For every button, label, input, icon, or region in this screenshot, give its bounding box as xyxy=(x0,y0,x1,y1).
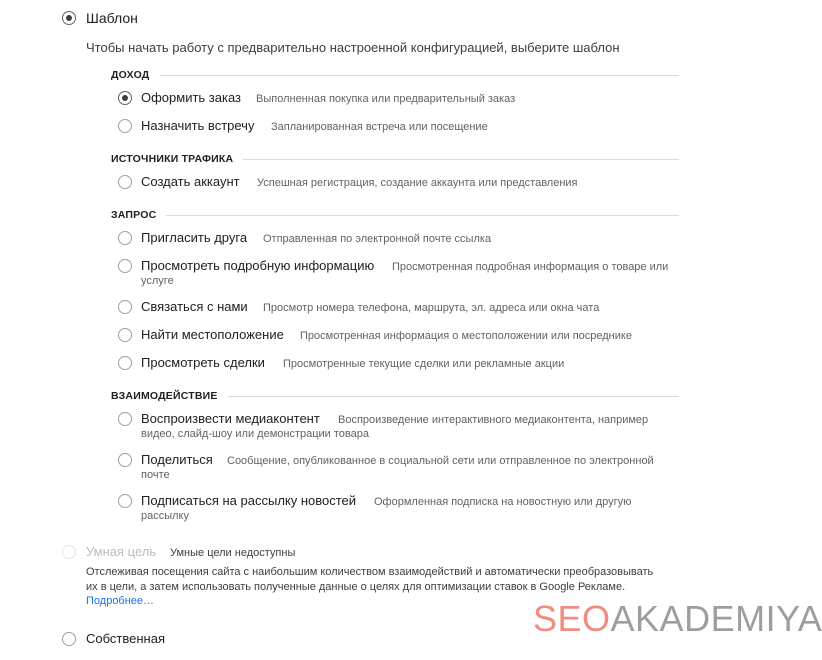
option-invite-friend-desc: Отправленная по электронной почте ссылка xyxy=(263,233,492,245)
option-subscribe-desc-2: рассылку xyxy=(141,510,189,522)
smart-goal-description-2: их в цели, а затем использовать полученные данные о целях для оптимизации ставок в Google Рекламе. xyxy=(86,581,626,593)
template-label[interactable]: Шаблон xyxy=(86,10,138,26)
section-engagement-title: ВЗАИМОДЕЙСТВИЕ xyxy=(111,390,218,402)
option-view-details-desc: Просмотренная подробная информация о товаре или xyxy=(392,261,669,273)
option-find-location-label[interactable]: Найти местоположение xyxy=(141,327,284,342)
option-view-details-label[interactable]: Просмотреть подробную информацию xyxy=(141,258,375,273)
option-view-deals-radio[interactable] xyxy=(118,356,132,370)
option-appointment-desc: Запланированная встреча или посещение xyxy=(271,121,488,133)
section-divider xyxy=(243,159,679,160)
option-play-media-desc: Воспроизведение интерактивного медиаконтента, например xyxy=(338,414,649,426)
option-invite-friend-radio[interactable] xyxy=(118,231,132,245)
smart-goal-description-1: Отслеживая посещения сайта с наибольшим количеством взаимодействий и автоматически преобразовывать xyxy=(86,566,654,578)
option-appointment-label[interactable]: Назначить встречу xyxy=(141,118,255,133)
template-radio[interactable] xyxy=(62,11,76,25)
section-engagement-header xyxy=(111,390,679,402)
template-description: Чтобы начать работу с предварительно настроенной конфигурацией, выберите шаблон xyxy=(86,40,620,55)
watermark-logo xyxy=(533,598,822,640)
option-invite-friend-label[interactable]: Пригласить друга xyxy=(141,230,248,245)
section-traffic-title: ИСТОЧНИКИ ТРАФИКА xyxy=(111,153,234,165)
smart-goal-label: Умная цель xyxy=(86,544,157,559)
option-subscribe-desc: Оформленная подписка на новостную или другую xyxy=(374,496,632,508)
section-divider xyxy=(160,75,680,76)
option-contact-us-label[interactable]: Связаться с нами xyxy=(141,299,248,314)
option-checkout-desc: Выполненная покупка или предварительный заказ xyxy=(256,93,516,105)
custom-goal-label[interactable]: Собственная xyxy=(86,631,165,646)
option-appointment-radio[interactable] xyxy=(118,119,132,133)
custom-goal-radio[interactable] xyxy=(62,632,76,646)
section-revenue-title: ДОХОД xyxy=(111,69,150,81)
section-inquiry-header xyxy=(111,209,679,221)
option-view-deals-label[interactable]: Просмотреть сделки xyxy=(141,355,265,370)
watermark-seo: SEO xyxy=(533,598,611,639)
option-view-details-desc-2: услуге xyxy=(141,275,174,287)
smart-goal-radio xyxy=(62,545,76,559)
section-revenue-header xyxy=(111,69,679,81)
option-subscribe-radio[interactable] xyxy=(118,494,132,508)
section-divider xyxy=(228,396,679,397)
option-view-deals-desc: Просмотренные текущие сделки или рекламные акции xyxy=(283,358,565,370)
option-share-desc: Сообщение, опубликованное в социальной сети или отправленное по электронной xyxy=(227,455,654,467)
option-create-account-label[interactable]: Создать аккаунт xyxy=(141,174,240,189)
option-play-media-desc-2: видео, слайд-шоу или демонстрации товара xyxy=(141,428,369,440)
learn-more-link[interactable]: Подробнее… xyxy=(86,595,155,607)
option-find-location-radio[interactable] xyxy=(118,328,132,342)
option-contact-us-radio[interactable] xyxy=(118,300,132,314)
option-play-media-label[interactable]: Воспроизвести медиаконтент xyxy=(141,411,320,426)
option-find-location-desc: Просмотренная информация о местоположении или посреднике xyxy=(300,330,632,342)
watermark-akademiya: AKADEMIYA xyxy=(610,598,822,639)
smart-goal-note: Умные цели недоступны xyxy=(170,547,296,559)
option-view-details-radio[interactable] xyxy=(118,259,132,273)
option-share-radio[interactable] xyxy=(118,453,132,467)
section-inquiry-title: ЗАПРОС xyxy=(111,209,157,221)
option-subscribe-label[interactable]: Подписаться на рассылку новостей xyxy=(141,493,357,508)
option-share-label[interactable]: Поделиться xyxy=(141,452,213,467)
option-checkout-radio[interactable] xyxy=(118,91,132,105)
option-create-account-desc: Успешная регистрация, создание аккаунта или представления xyxy=(257,177,578,189)
section-traffic-header xyxy=(111,153,679,165)
option-play-media-radio[interactable] xyxy=(118,412,132,426)
option-contact-us-desc: Просмотр номера телефона, маршрута, эл. адреса или окна чата xyxy=(263,302,600,314)
section-divider xyxy=(166,215,679,216)
option-create-account-radio[interactable] xyxy=(118,175,132,189)
option-share-desc-2: почте xyxy=(141,469,170,481)
option-checkout-label[interactable]: Оформить заказ xyxy=(141,90,242,105)
